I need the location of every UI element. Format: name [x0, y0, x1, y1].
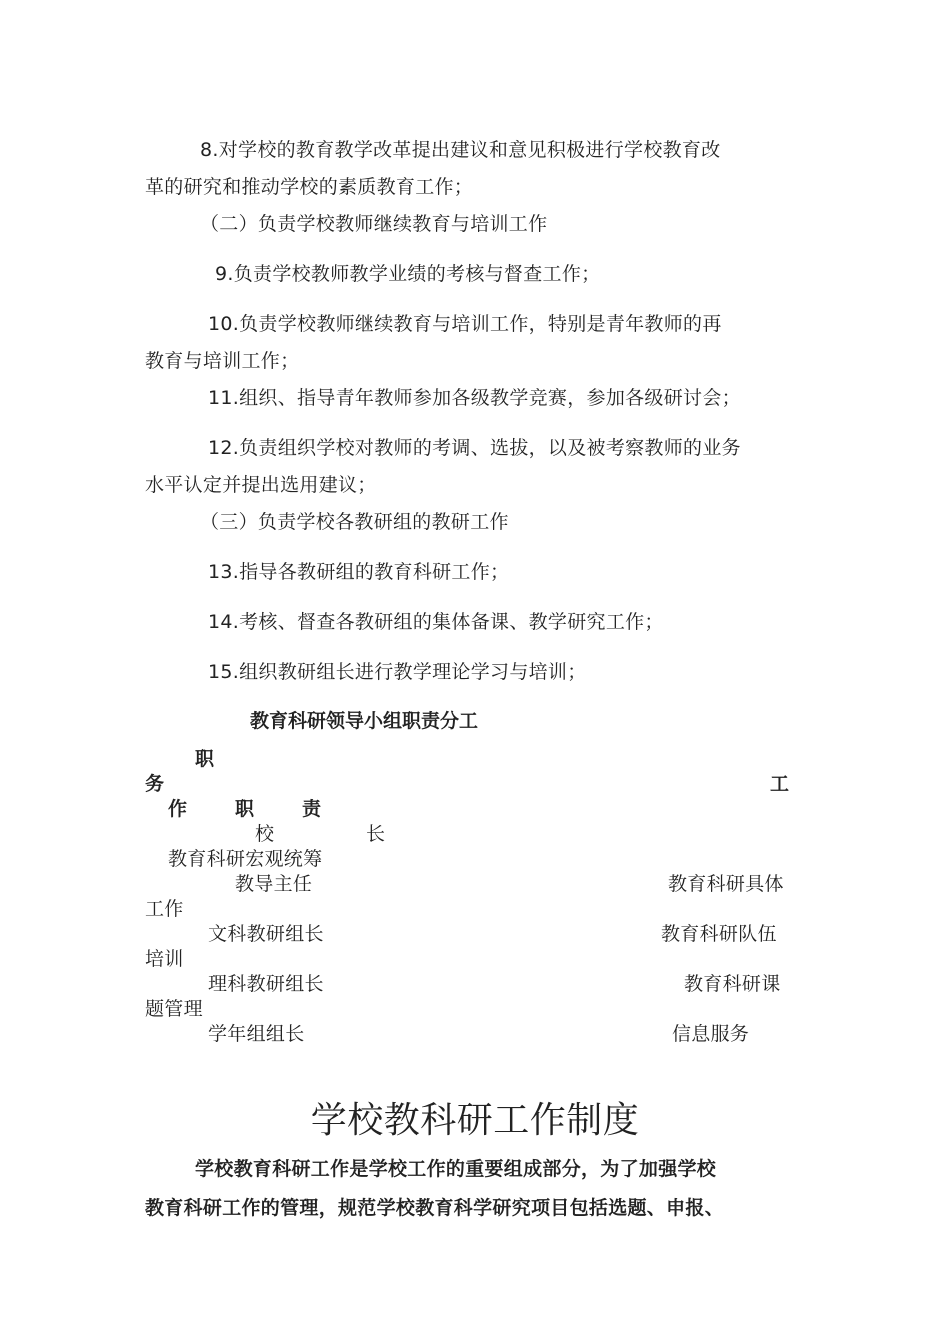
row-1-role-b: 长	[366, 823, 386, 845]
item-10-line-1: 10.负责学校教师继续教育与培训工作，特别是青年教师的再	[208, 313, 722, 335]
item-12-line-2: 水平认定并提出选用建议；	[145, 474, 377, 496]
item-8-line-2: 革的研究和推动学校的素质教育工作；	[145, 176, 474, 198]
row-3-duty-b: 培训	[145, 948, 184, 970]
item-13: 13.指导各教研组的教育科研工作；	[208, 561, 510, 583]
item-15: 15.组织教研组长进行教学理论学习与培训；	[208, 661, 587, 683]
row-1-duty: 教育科研宏观统筹	[168, 848, 323, 870]
row-2-duty-a: 教育科研具体	[668, 873, 784, 895]
row-3-role: 文科教研组长	[208, 923, 324, 945]
item-12-line-1: 12.负责组织学校对教师的考调、选拔，以及被考察教师的业务	[208, 437, 741, 459]
header-zhi: 职	[195, 748, 215, 770]
row-4-role: 理科教研组长	[208, 973, 324, 995]
header-zuo: 作	[168, 798, 188, 820]
row-5-role: 学年组组长	[208, 1023, 305, 1045]
section-3-heading: （三）负责学校各教研组的教研工作	[200, 511, 509, 533]
row-3-duty-a: 教育科研队伍	[661, 923, 777, 945]
header-wu: 务	[145, 773, 165, 795]
paragraph-line-1: 学校教育科研工作是学校工作的重要组成部分，为了加强学校	[195, 1158, 717, 1180]
row-2-role: 教导主任	[235, 873, 313, 895]
item-11: 11.组织、指导青年教师参加各级教学竞赛，参加各级研讨会；	[208, 387, 741, 409]
header-zhi-2: 职	[235, 798, 255, 820]
paragraph-line-2: 教育科研工作的管理，规范学校教育科学研究项目包括选题、申报、	[145, 1197, 725, 1219]
row-2-duty-b: 工作	[145, 898, 184, 920]
row-1-role-a: 校	[255, 823, 275, 845]
row-4-duty-a: 教育科研课	[684, 973, 781, 995]
section-2-heading: （二）负责学校教师继续教育与培训工作	[200, 213, 548, 235]
header-ze: 责	[302, 798, 322, 820]
header-gong: 工	[770, 773, 790, 795]
row-5-duty: 信息服务	[672, 1023, 750, 1045]
row-4-duty-b: 题管理	[145, 998, 203, 1020]
item-8-line-1: 8.对学校的教育教学改革提出建议和意见积极进行学校教育改	[200, 139, 721, 161]
section-title: 学校教科研工作制度	[310, 1100, 640, 1141]
item-10-line-2: 教育与培训工作；	[145, 350, 300, 372]
item-14: 14.考核、督查各教研组的集体备课、教学研究工作；	[208, 611, 664, 633]
item-9: 9.负责学校教师教学业绩的考核与督查工作；	[215, 263, 601, 285]
table-caption: 教育科研领导小组职责分工	[250, 710, 479, 732]
